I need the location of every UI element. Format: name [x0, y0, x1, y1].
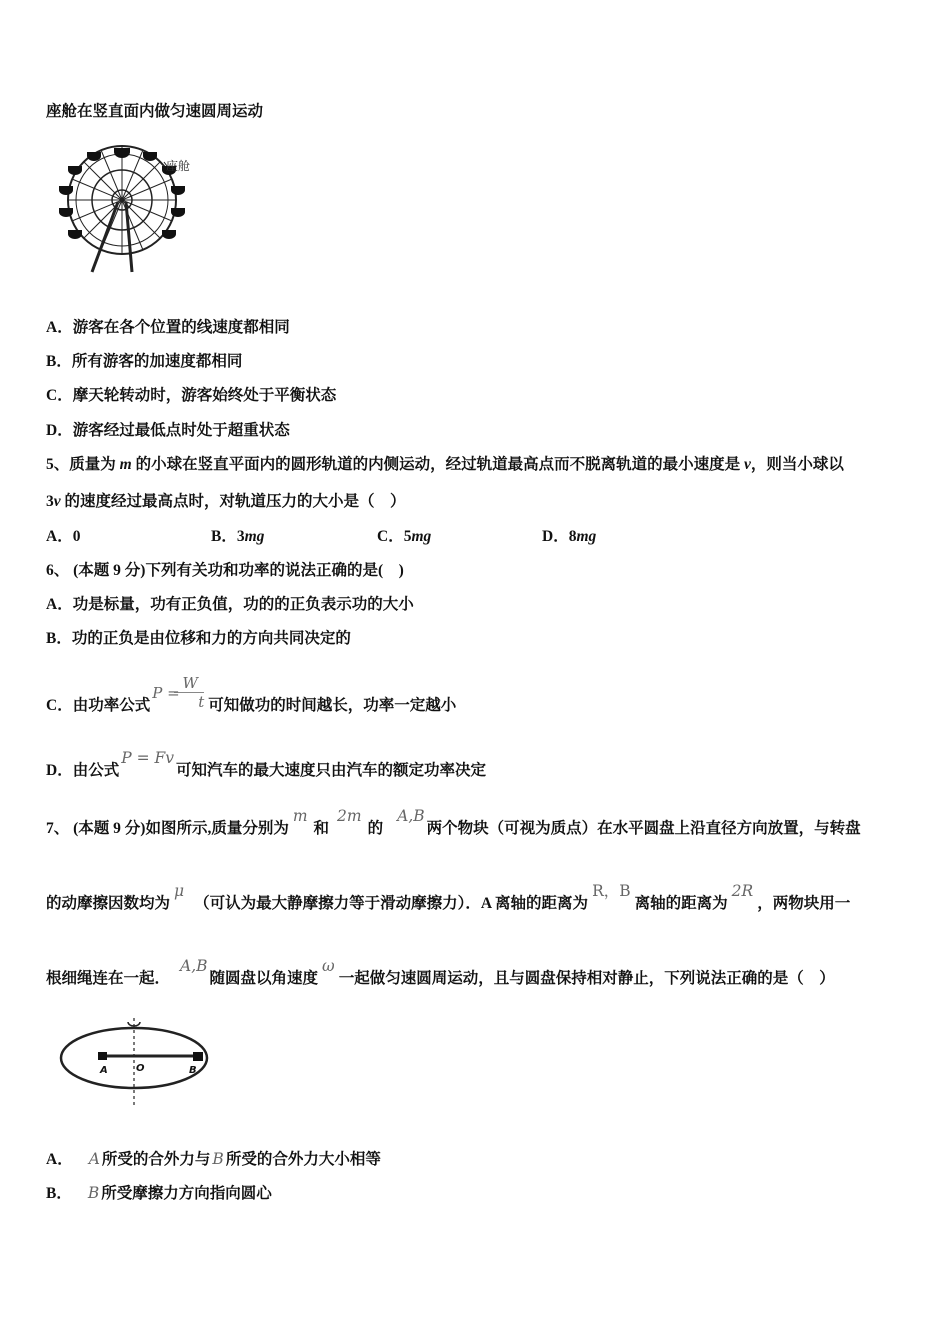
ferris-wheel-figure [50, 138, 200, 278]
q6-option-a: A．功是标量，功有正负值，功的的正负表示功的大小 [46, 596, 414, 613]
label-o: O [136, 1063, 145, 1074]
block-b [193, 1052, 203, 1061]
turntable-figure [58, 1012, 218, 1112]
q7-option-a: A． A 所受的合外力与 B 所受的合外力大小相等 [46, 1150, 381, 1168]
q6-option-c: C．由功率公式 P = W t 可知做功的时间越长，功率一定越小 [46, 674, 457, 715]
q6-option-d: D．由公式P = Fv可知汽车的最大速度只由汽车的额定功率决定 [46, 749, 487, 779]
power-velocity-formula: P = Fv [121, 749, 175, 767]
q4-option-b: B．所有游客的加速度都相同 [46, 353, 243, 370]
intro-text: 座舱在竖直面内做匀速圆周运动 [46, 103, 264, 120]
label-b: B [189, 1065, 197, 1076]
q4-option-a: A．游客在各个位置的线速度都相同 [46, 319, 290, 336]
q5-option-a: A．0 [46, 528, 81, 545]
q7-stem-line1: 7、 (本题 9 分)如图所示,质量分别为m和2m的A,B两个物块（可视为质点）在水平圆盘上沿直径方向放置，与转盘 [46, 807, 861, 837]
q7-option-b: B． B 所受摩擦力方向指向圆心 [46, 1184, 272, 1202]
power-formula: P = W t [152, 674, 205, 711]
q4-option-c: C．摩天轮转动时，游客始终处于平衡状态 [46, 387, 337, 404]
q7-stem-line2: 的动摩擦因数均为μ（可认为最大静摩擦力等于滑动摩擦力）．A 离轴的距离为R，B离轴的距离为2R，两物块用一 [46, 882, 851, 912]
q5-option-c: C．5mg [377, 528, 432, 545]
q5-option-b: B．3mg [211, 528, 265, 545]
q4-option-d: D．游客经过最低点时处于超重状态 [46, 422, 290, 439]
block-a [98, 1052, 107, 1060]
q5-stem-line2: 3v 的速度经过最高点时，对轨道压力的大小是（ ） [46, 493, 406, 510]
q6-stem: 6、 (本题 9 分)下列有关功和功率的说法正确的是( ) [46, 562, 404, 579]
q5-option-d: D．8mg [542, 528, 597, 545]
q7-stem-line3: 根细绳连在一起．A,B随圆盘以角速度ω一起做匀速圆周运动，且与圆盘保持相对静止，下列说法正确的是（ ） [46, 957, 835, 987]
gondola-label: 座舱 [166, 159, 191, 173]
q6-option-b: B．功的正负是由位移和力的方向共同决定的 [46, 630, 351, 647]
q5-stem-line1: 5、质量为 m 的小球在竖直平面内的圆形轨道的内侧运动，经过轨道最高点而不脱离轨道的最小速度是 v，则当小球以 [46, 456, 844, 473]
label-a: A [100, 1065, 108, 1076]
